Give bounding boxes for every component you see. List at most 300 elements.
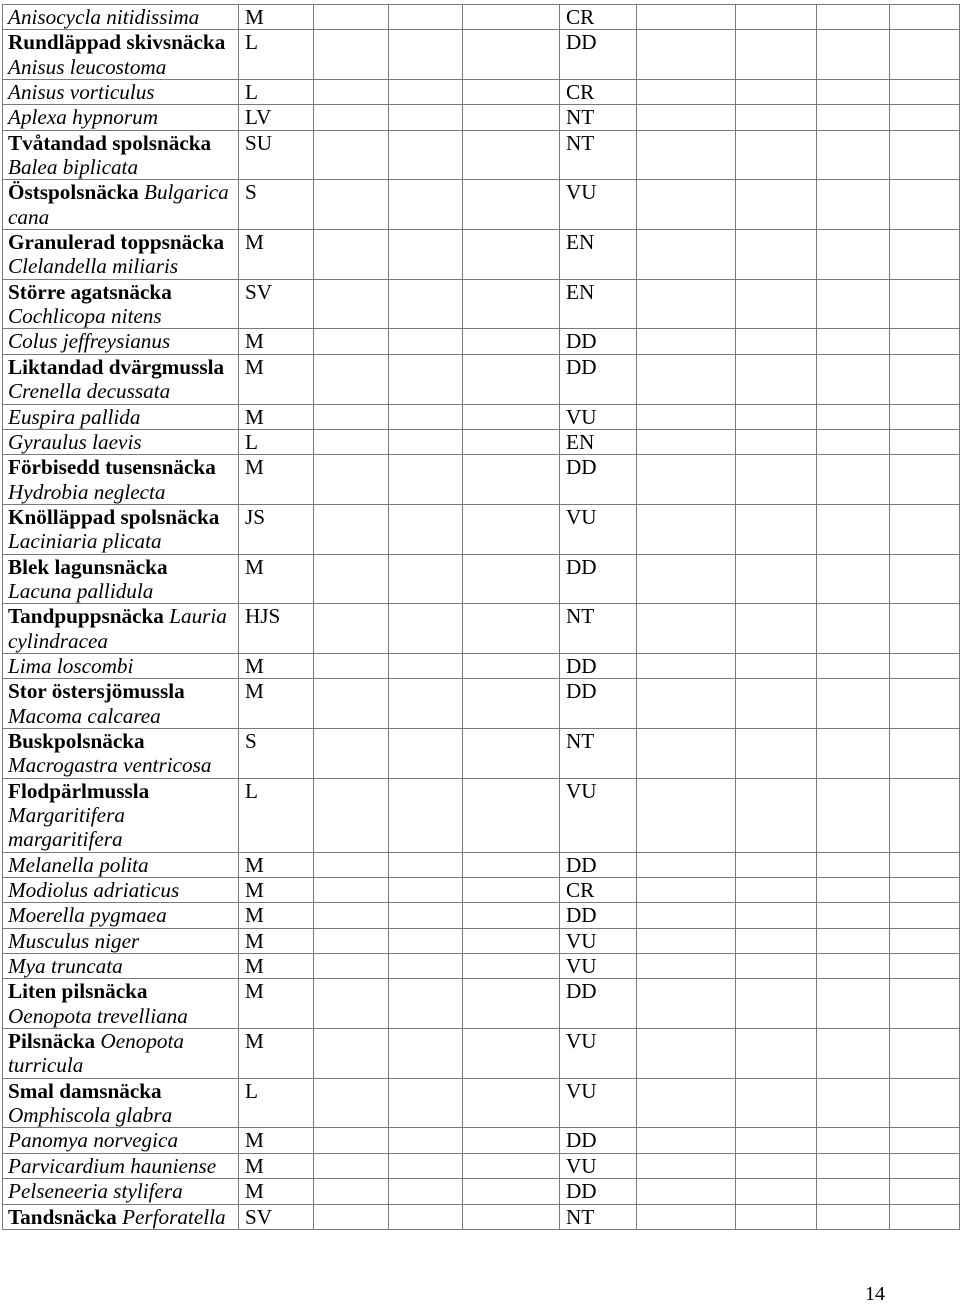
empty-cell [736,5,817,30]
empty-cell [890,604,960,654]
redlist-status: VU [566,1078,597,1103]
region-code: L [245,80,258,105]
redlist-status: VU [566,1153,597,1178]
empty-cell [890,928,960,953]
redlist-status-cell [560,1078,637,1128]
scientific-name: Laciniaria plicata [8,529,162,554]
empty-cell [637,5,736,30]
empty-cell [389,1128,463,1153]
region-code-cell [239,30,314,80]
region-code: SU [245,130,273,155]
empty-cell [389,852,463,877]
empty-cell [389,429,463,454]
region-code: L [245,778,258,803]
empty-cell [463,354,560,404]
empty-cell [637,979,736,1029]
empty-cell [389,878,463,903]
redlist-status-cell [560,728,637,778]
empty-cell [736,554,817,604]
empty-cell [817,80,890,105]
scientific-name: Oenopota trevelliana [8,1003,188,1028]
empty-cell [736,354,817,404]
table-row [3,903,960,928]
common-name: Tandsnäcka [8,1204,117,1229]
empty-cell [637,180,736,230]
region-code: M [245,354,264,379]
redlist-status: EN [566,279,595,304]
empty-cell [637,404,736,429]
table-row [3,1204,960,1229]
empty-cell [736,728,817,778]
table-row [3,878,960,903]
redlist-status-cell [560,679,637,729]
empty-cell [389,80,463,105]
species-name-cell [3,903,239,928]
region-code: LV [245,105,272,130]
empty-cell [890,778,960,852]
redlist-status-cell [560,329,637,354]
empty-cell [637,80,736,105]
species-name-cell [3,354,239,404]
table-row [3,679,960,729]
empty-cell [817,679,890,729]
empty-cell [389,679,463,729]
empty-cell [637,903,736,928]
empty-cell [890,30,960,80]
empty-cell [389,653,463,678]
common-name: Tandpuppsnäcka [8,604,164,629]
empty-cell [314,1029,389,1079]
region-code: M [245,230,264,255]
empty-cell [389,279,463,329]
empty-cell [314,5,389,30]
empty-cell [817,130,890,180]
empty-cell [817,5,890,30]
empty-cell [736,979,817,1029]
scientific-name: Macrogastra ventricosa [8,753,212,778]
empty-cell [463,1153,560,1178]
redlist-status: EN [566,429,595,454]
redlist-status: NT [566,1204,595,1229]
region-code-cell [239,105,314,130]
empty-cell [736,1153,817,1178]
empty-cell [463,80,560,105]
empty-cell [314,429,389,454]
redlist-status-cell [560,903,637,928]
redlist-status: DD [566,30,597,55]
scientific-name: Lacuna pallidula [8,578,154,603]
empty-cell [736,1179,817,1204]
empty-cell [389,230,463,280]
species-name-cell [3,30,239,80]
region-code-cell [239,455,314,505]
empty-cell [314,1179,389,1204]
redlist-status-cell [560,1153,637,1178]
species-name-cell [3,653,239,678]
region-code: M [245,554,264,579]
table-row [3,554,960,604]
table-row [3,604,960,654]
region-code: M [245,954,264,979]
region-code-cell [239,1153,314,1178]
table-row [3,954,960,979]
redlist-status: VU [566,954,597,979]
empty-cell [314,554,389,604]
region-code-cell [239,728,314,778]
empty-cell [817,429,890,454]
scientific-name: Lauria cylindracea [8,604,227,653]
empty-cell [736,404,817,429]
empty-cell [463,604,560,654]
redlist-status: EN [566,230,595,255]
empty-cell [817,878,890,903]
empty-cell [736,778,817,852]
species-name-cell [3,1029,239,1079]
redlist-status-cell [560,30,637,80]
empty-cell [736,105,817,130]
empty-cell [890,180,960,230]
common-name: Blek lagunsnäcka [8,554,168,579]
redlist-status: DD [566,1128,597,1153]
empty-cell [463,679,560,729]
region-code-cell [239,554,314,604]
empty-cell [736,1078,817,1128]
redlist-status: DD [566,852,597,877]
redlist-status: NT [566,130,595,155]
empty-cell [736,230,817,280]
species-name-cell [3,1204,239,1229]
empty-cell [389,1204,463,1229]
scientific-name: Anisocycla nitidissima [8,5,200,29]
empty-cell [817,1153,890,1178]
empty-cell [890,554,960,604]
empty-cell [890,653,960,678]
empty-cell [736,903,817,928]
region-code: L [245,1078,258,1103]
scientific-name: Balea biplicata [8,155,139,180]
empty-cell [314,878,389,903]
region-code-cell [239,5,314,30]
empty-cell [314,604,389,654]
species-name-cell [3,279,239,329]
empty-cell [463,1179,560,1204]
empty-cell [463,1204,560,1229]
empty-cell [736,679,817,729]
empty-cell [637,1204,736,1229]
table-row [3,455,960,505]
redlist-status-cell [560,1179,637,1204]
redlist-status: VU [566,1029,597,1054]
region-code-cell [239,504,314,554]
scientific-name: Aplexa hypnorum [8,105,159,130]
region-code-cell [239,653,314,678]
empty-cell [463,1078,560,1128]
species-name-cell [3,604,239,654]
redlist-status-cell [560,1204,637,1229]
region-code-cell [239,903,314,928]
region-code-cell [239,180,314,230]
empty-cell [890,354,960,404]
empty-cell [637,329,736,354]
region-code-cell [239,1078,314,1128]
empty-cell [890,1078,960,1128]
empty-cell [637,30,736,80]
common-name: Tvåtandad spolsnäcka [8,130,212,155]
empty-cell [389,979,463,1029]
empty-cell [463,878,560,903]
empty-cell [389,180,463,230]
empty-cell [314,903,389,928]
empty-cell [637,954,736,979]
scientific-name: Perforatella [122,1204,226,1229]
region-code: M [245,679,264,704]
redlist-status: DD [566,455,597,480]
empty-cell [890,728,960,778]
empty-cell [463,329,560,354]
empty-cell [736,954,817,979]
redlist-status: DD [566,903,597,928]
region-code: L [245,429,258,454]
empty-cell [637,554,736,604]
page-number: 14 [865,1283,885,1305]
scientific-name: Parvicardium hauniense [8,1153,217,1178]
empty-cell [314,1153,389,1178]
redlist-status-cell [560,80,637,105]
redlist-status: VU [566,778,597,803]
empty-cell [463,180,560,230]
empty-cell [637,878,736,903]
empty-cell [817,1179,890,1204]
region-code: S [245,728,257,753]
region-code: M [245,1179,264,1204]
region-code: M [245,928,264,953]
empty-cell [463,954,560,979]
redlist-status: VU [566,504,597,529]
redlist-status-cell [560,954,637,979]
region-code: M [245,404,264,429]
empty-cell [389,604,463,654]
region-code: S [245,180,257,205]
table-row [3,728,960,778]
empty-cell [314,954,389,979]
empty-cell [736,80,817,105]
scientific-name: Anisus leucostoma [8,54,167,79]
species-name-cell [3,852,239,877]
empty-cell [637,778,736,852]
scientific-name: Macoma calcarea [8,703,161,728]
region-code: M [245,1128,264,1153]
empty-cell [890,954,960,979]
empty-cell [637,105,736,130]
scientific-name: Gyraulus laevis [8,429,142,454]
region-code-cell [239,354,314,404]
empty-cell [463,852,560,877]
region-code-cell [239,954,314,979]
redlist-status-cell [560,429,637,454]
empty-cell [314,852,389,877]
empty-cell [890,80,960,105]
redlist-status-cell [560,1029,637,1079]
empty-cell [637,928,736,953]
empty-cell [736,928,817,953]
species-name-cell [3,329,239,354]
redlist-status: DD [566,979,597,1004]
scientific-name: Mya truncata [8,954,123,979]
common-name: Buskpolsnäcka [8,728,145,753]
region-code-cell [239,778,314,852]
region-code: M [245,329,264,354]
redlist-status-cell [560,130,637,180]
empty-cell [890,279,960,329]
common-name: Liten pilsnäcka [8,979,148,1004]
empty-cell [389,928,463,953]
empty-cell [463,504,560,554]
species-name-cell [3,878,239,903]
empty-cell [389,30,463,80]
empty-cell [817,653,890,678]
empty-cell [314,130,389,180]
scientific-name: Cochlicopa nitens [8,304,162,329]
table-row [3,130,960,180]
empty-cell [637,230,736,280]
table-row [3,1128,960,1153]
common-name: Större agatsnäcka [8,279,172,304]
empty-cell [637,679,736,729]
empty-cell [817,604,890,654]
region-code-cell [239,979,314,1029]
species-name-cell [3,80,239,105]
table-row [3,429,960,454]
empty-cell [637,1078,736,1128]
table-row [3,279,960,329]
redlist-status-cell [560,230,637,280]
redlist-status: VU [566,180,597,205]
common-name: Smal damsnäcka [8,1078,162,1103]
empty-cell [890,329,960,354]
species-table [2,4,960,1230]
empty-cell [314,30,389,80]
region-code: HJS [245,604,281,629]
scientific-name: Moerella pygmaea [8,903,167,928]
scientific-name: Melanella polita [8,852,149,877]
empty-cell [389,728,463,778]
species-name-cell [3,954,239,979]
region-code-cell [239,230,314,280]
redlist-status-cell [560,653,637,678]
table-row [3,354,960,404]
empty-cell [389,354,463,404]
redlist-status: VU [566,928,597,953]
empty-cell [389,404,463,429]
empty-cell [314,653,389,678]
table-row [3,778,960,852]
species-name-cell [3,554,239,604]
empty-cell [314,230,389,280]
redlist-status-cell [560,180,637,230]
table-row [3,1078,960,1128]
table-row [3,979,960,1029]
empty-cell [817,504,890,554]
redlist-status-cell [560,455,637,505]
empty-cell [736,878,817,903]
table-row [3,230,960,280]
common-name: Granulerad toppsnäcka [8,230,225,255]
empty-cell [736,1029,817,1079]
empty-cell [463,230,560,280]
empty-cell [736,504,817,554]
empty-cell [736,429,817,454]
empty-cell [389,954,463,979]
species-name-cell [3,1078,239,1128]
empty-cell [890,105,960,130]
table-row [3,1029,960,1079]
empty-cell [817,105,890,130]
empty-cell [463,979,560,1029]
empty-cell [389,130,463,180]
redlist-status-cell [560,504,637,554]
empty-cell [890,429,960,454]
table-row [3,80,960,105]
scientific-name: Bulgarica cana [8,180,229,229]
table-row [3,852,960,877]
redlist-status: NT [566,728,595,753]
empty-cell [314,180,389,230]
redlist-status-cell [560,778,637,852]
empty-cell [817,30,890,80]
empty-cell [637,429,736,454]
empty-cell [817,979,890,1029]
empty-cell [817,728,890,778]
empty-cell [817,404,890,429]
empty-cell [389,1153,463,1178]
empty-cell [637,728,736,778]
empty-cell [637,604,736,654]
empty-cell [817,1128,890,1153]
empty-cell [890,404,960,429]
scientific-name: Musculus niger [8,928,140,953]
common-name: Liktandad dvärgmussla [8,354,225,379]
empty-cell [637,1153,736,1178]
empty-cell [890,504,960,554]
empty-cell [736,604,817,654]
region-code-cell [239,679,314,729]
redlist-status-cell [560,604,637,654]
common-name: Pilsnäcka [8,1029,96,1054]
common-name: Stor östersjömussla [8,679,185,704]
region-code-cell [239,404,314,429]
empty-cell [890,1153,960,1178]
common-name: Östspolsnäcka [8,180,139,205]
empty-cell [463,903,560,928]
region-code-cell [239,1128,314,1153]
empty-cell [637,1128,736,1153]
scientific-name: Crenella decussata [8,379,171,404]
empty-cell [817,279,890,329]
empty-cell [463,1128,560,1153]
region-code-cell [239,878,314,903]
empty-cell [463,1029,560,1079]
scientific-name: Hydrobia neglecta [8,479,166,504]
redlist-status-cell [560,928,637,953]
region-code-cell [239,429,314,454]
region-code: M [245,455,264,480]
table-row [3,1179,960,1204]
species-name-cell [3,504,239,554]
scientific-name: Omphiscola glabra [8,1103,173,1128]
species-name-cell [3,778,239,852]
redlist-status: CR [566,80,595,105]
empty-cell [314,279,389,329]
